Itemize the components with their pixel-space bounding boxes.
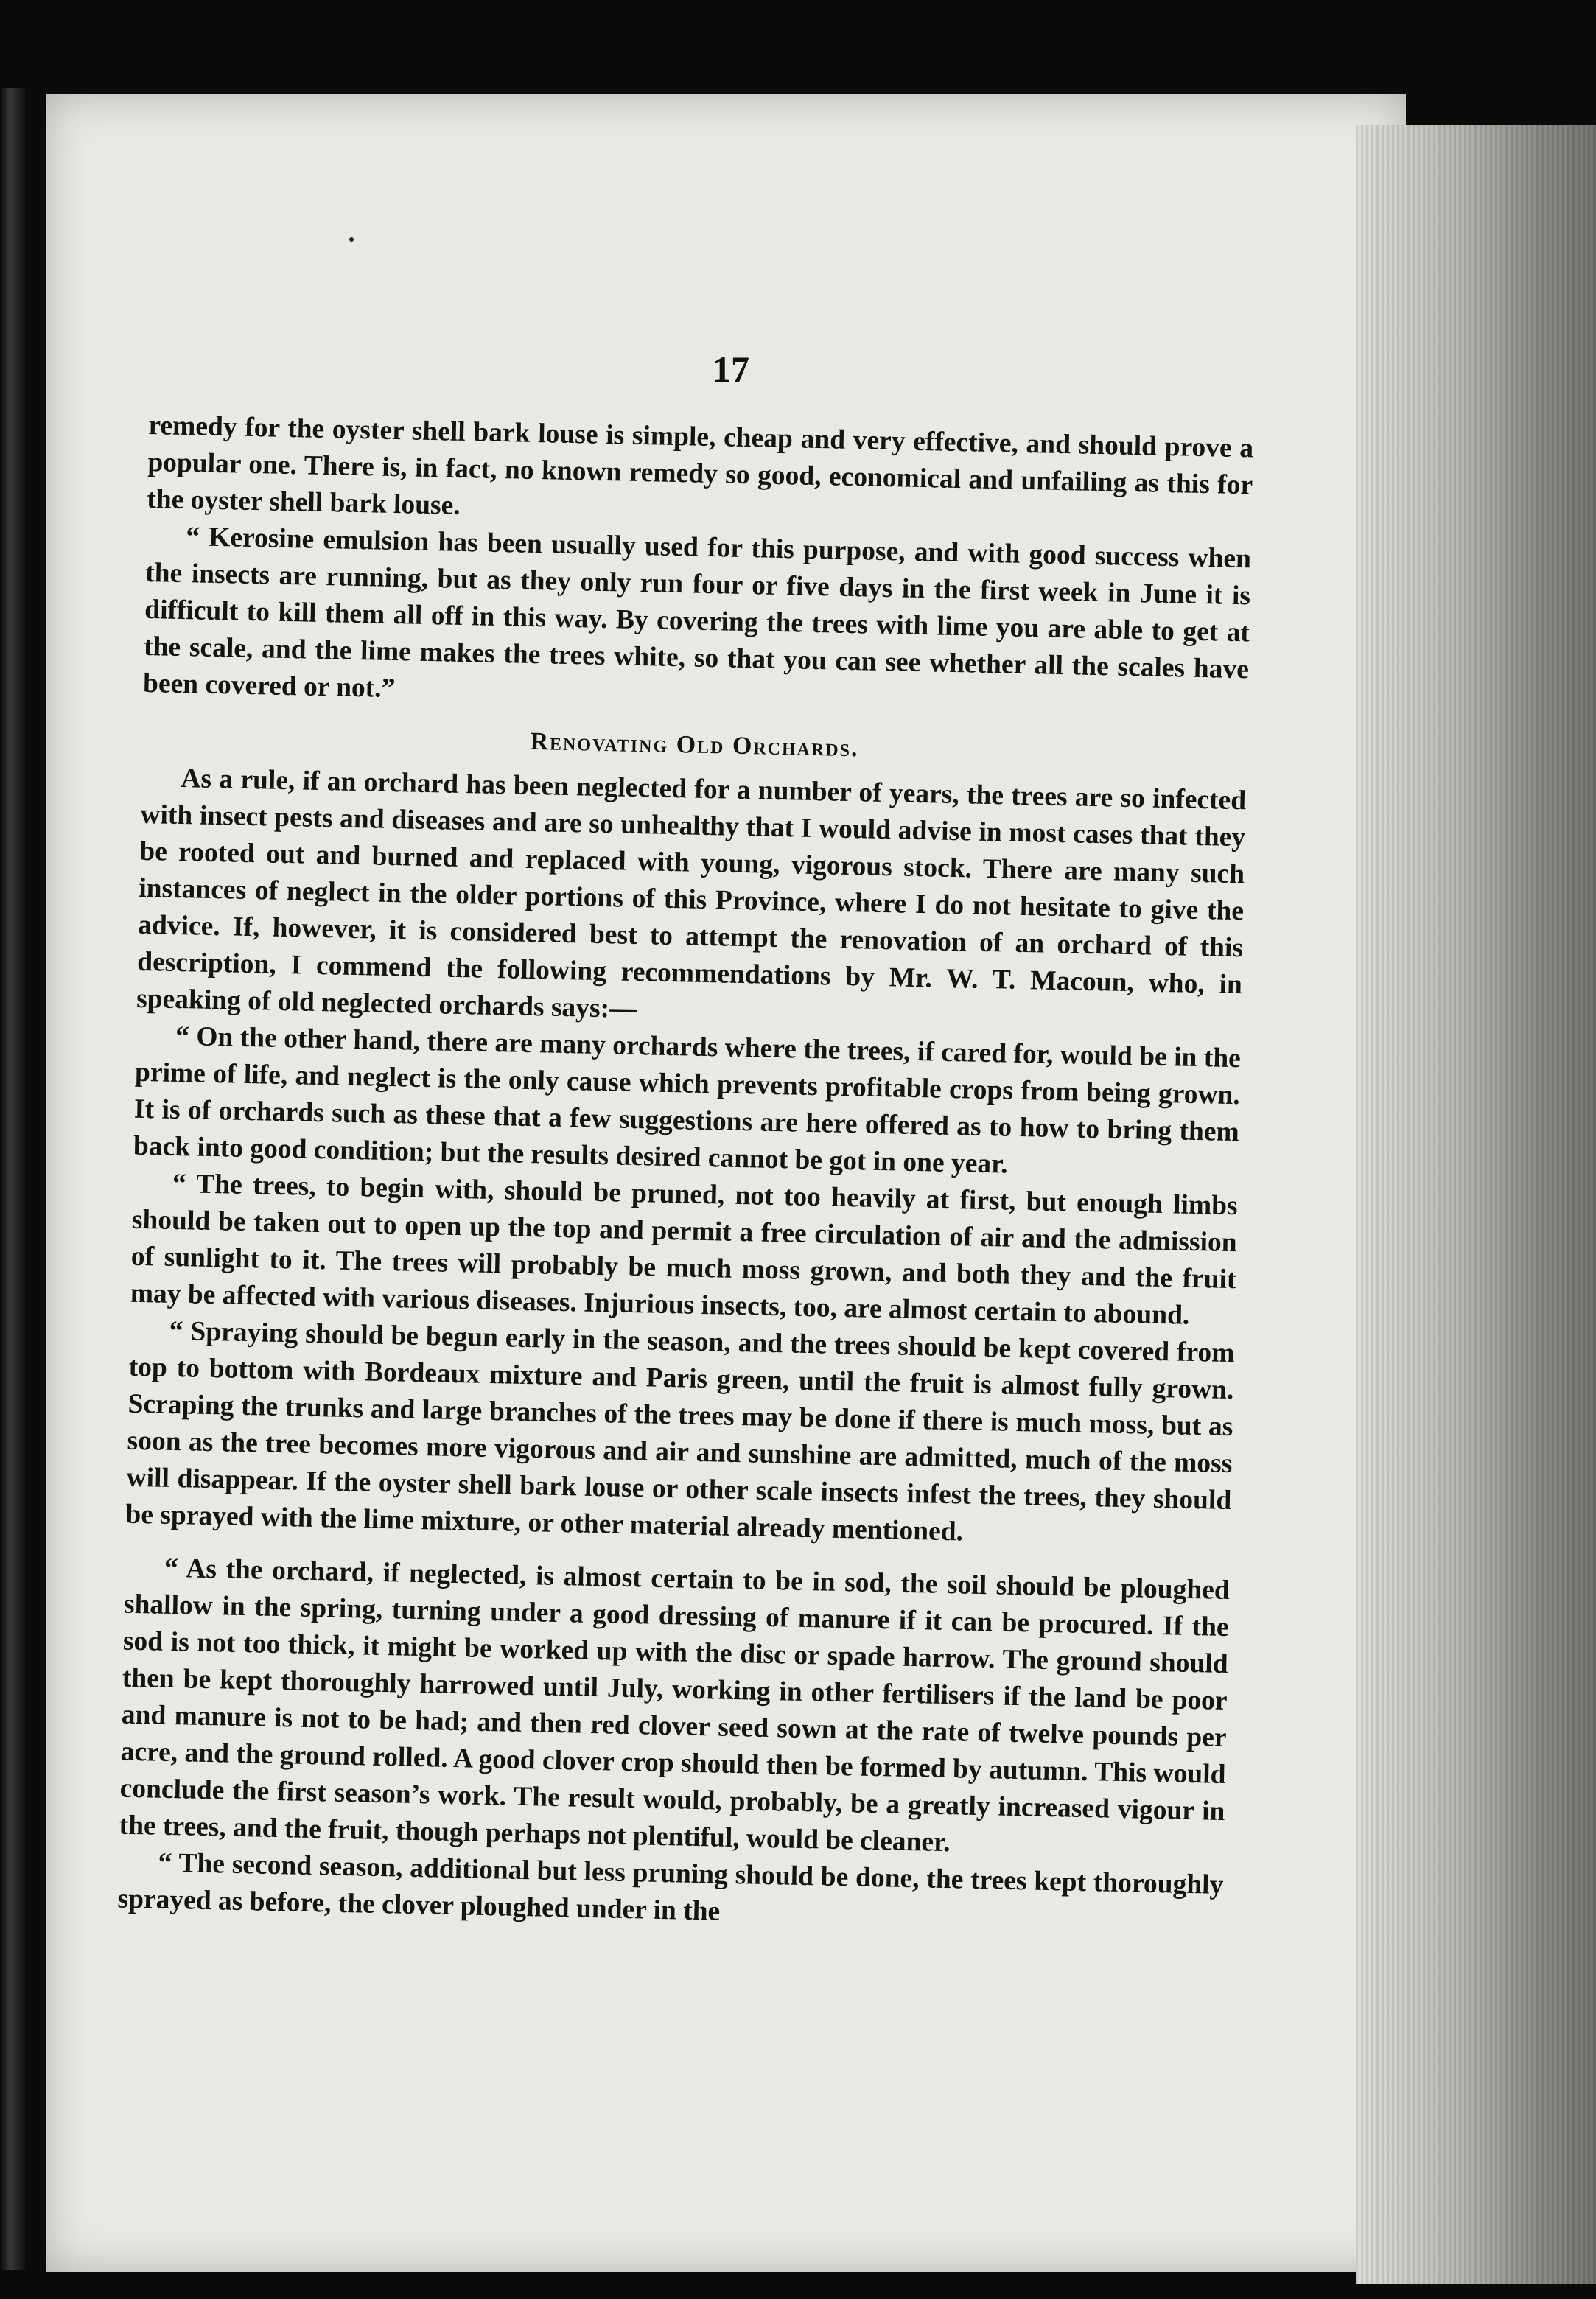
- paragraph-kerosine-emulsion: “ Kerosine emulsion has been usually used for this purpose, and with good success when the insects are running, but as they only run four or five days in the first week in June it is difficult to kill them all off in this way. By covering the trees with lime you are able to get at the scale, and the lime makes the trees white, so that you can see whether all the scales have been covered or not.”: [142, 522, 1252, 704]
- paragraph-trees-pruned: “ The trees, to begin with, should be pruned, not too heavily at first, but enough limbs should be taken out to open up the top and permit a free circulation of air and the admission of sunlight to it. The trees will probably be much moss grown, and both they and the fruit may be affected with various diseases. Injurious insects, too, are almost certain to abound.: [130, 1168, 1239, 1331]
- scanned-page: [46, 94, 1406, 2272]
- body-text: [117, 407, 1254, 1941]
- section-heading: Renovating Old Orchards.: [530, 727, 859, 763]
- page-edge-shadow: [1356, 125, 1596, 2284]
- paragraph-spraying: “ Spraying should be begun early in the season, and the trees should be kept covered from top to bottom with Bordeaux mixture and Paris green, until the fruit is almost fully grown. Scraping the trunks and large branches of the trees may be done if there is much moss, but as soon as the tree becomes more vigorous and air and sunshine are admitted, much of the moss will disappear. If the oyster shell bark louse or other scale insects infest the trees, they should be sprayed with the lime mixture, or other material already mentioned.: [125, 1315, 1235, 1547]
- paragraph-as-a-rule: As a rule, if an orchard has been neglected for a number of years, the trees are so infected with insect pests and diseases and are so unhealthy that I would advise in most cases that they be rooted out and burned and replaced with young, vigorous stock. There are many such instances of neglect in the older portions of this Province, where I do not hesitate to give the advice. If, however, it is considered best to attempt the renovation of an orchard of this description, I commend the following recommendations by Mr. W. T. Macoun, who, in speaking of old neglected orchards says:—: [136, 763, 1247, 1025]
- paragraph-other-hand: “ On the other hand, there are many orchards where the trees, if cared for, would be in the prime of life, and neglect is the only cause which prevents profitable crops from being grown. It is of orchards such as these that a few suggestions are here offered as to how to bring them back into good condition; but the results desired cannot be got in one year.: [133, 1021, 1242, 1180]
- ink-speck: [349, 237, 354, 242]
- page-number: 17: [713, 349, 749, 390]
- paragraph-remedy-continued: remedy for the oyster shell bark louse is simple, cheap and very effective, and should prove a popular one. There is, in fact, no known remedy so good, economical and unfailing as this for the oyster shell bark louse.: [146, 410, 1254, 521]
- paragraph-orchard-sod: “ As the orchard, if neglected, is almost certain to be in sod, the soil should be ploughed shallow in the spring, turning under a good dressing of manure if it can be procured. If the sod is not too thick, it might be worked up with the disc or spade harrow. The ground should then be kept thoroughly harrowed until July, working in other fertilisers if the land be poor and manure is not to be had; and then red clover seed sown at the rate of twelve pounds per acre, and the ground rolled. A good clover crop should then be formed by autumn. This would conclude the first season’s work. The result would, probably, be a greatly increased vigour in the trees, and the fruit, though perhaps not plentiful, would be cleaner.: [119, 1553, 1231, 1858]
- book-binding-edge: [0, 88, 25, 2270]
- paragraph-second-season: “ The second season, additional but less pruning should be done, the trees kept thoroughly sprayed as before, the clover ploughed under in the: [117, 1847, 1224, 1927]
